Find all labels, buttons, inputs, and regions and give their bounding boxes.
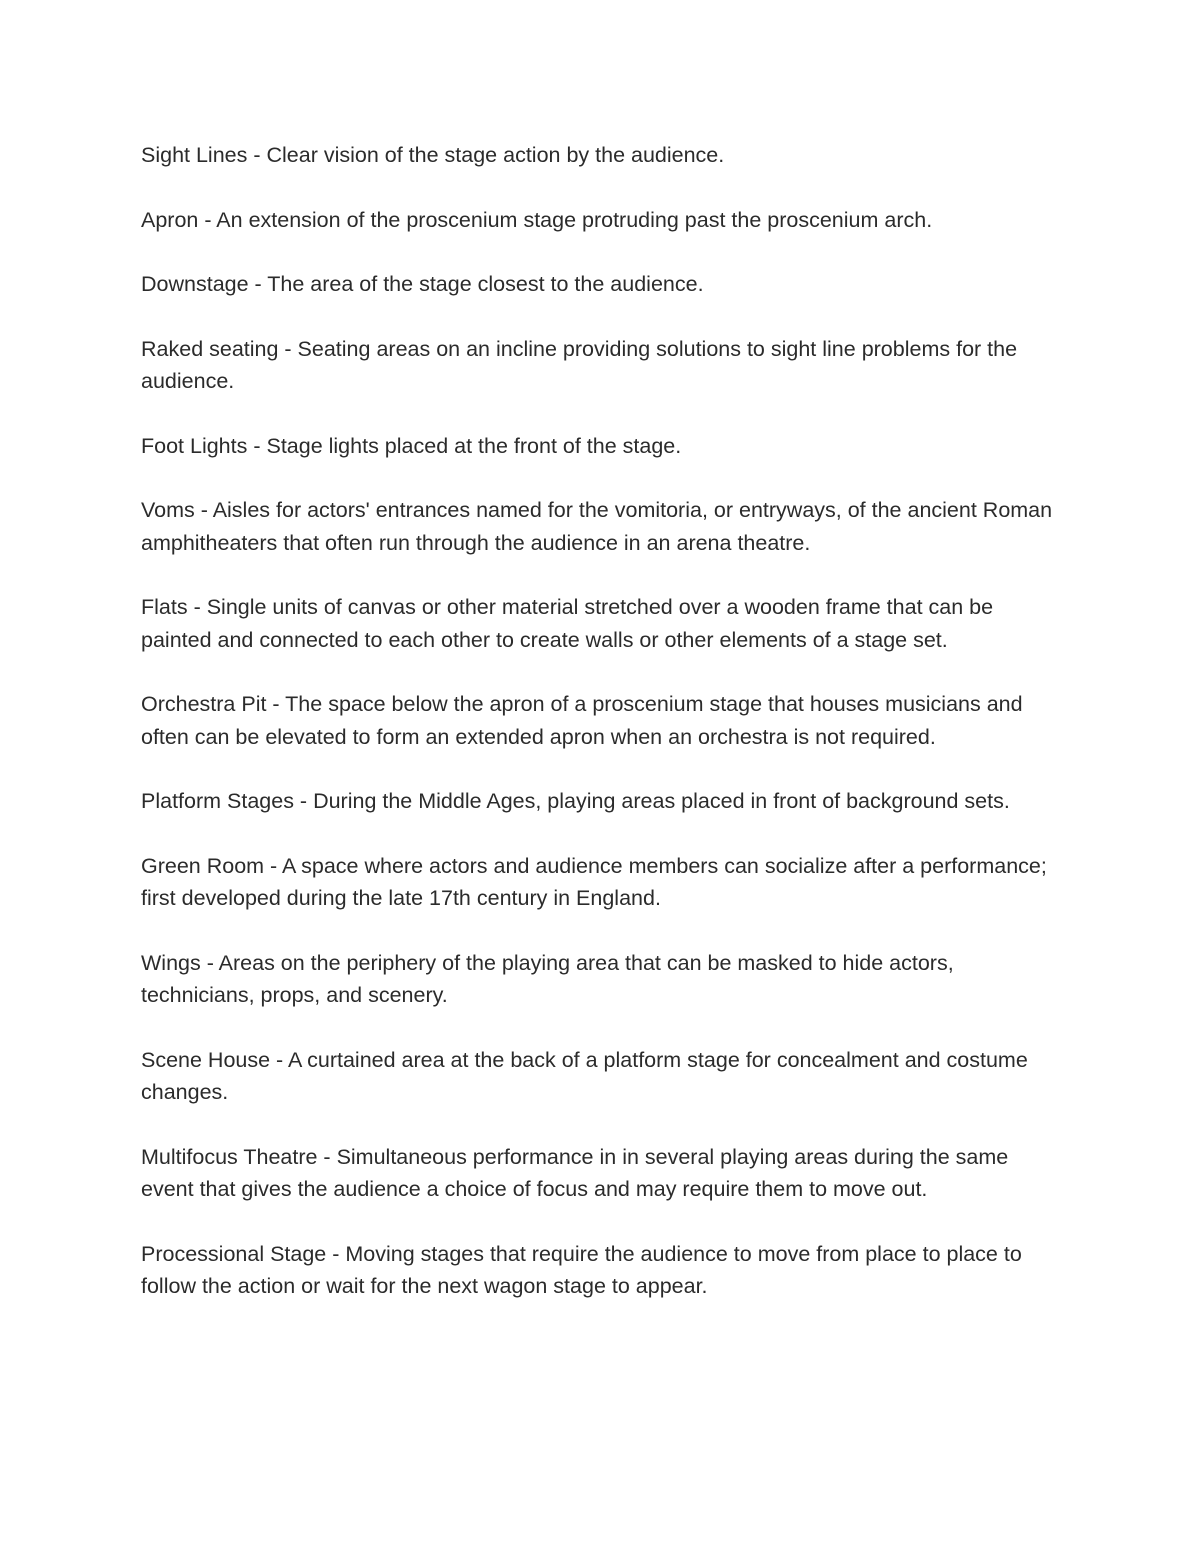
glossary-entry-voms: Voms - Aisles for actors' entrances named for the vomitoria, or entryways, of the ancient Roman amphitheaters that often run through the audience in an arena theatre. [141,498,1053,555]
glossary-entry-orchestra-pit: Orchestra Pit - The space below the apron of a proscenium stage that houses musicians and often can be elevated to form an extended apron when an orchestra is not required. [141,692,1023,749]
glossary-entry-downstage: Downstage - The area of the stage closest to the audience. [141,272,704,296]
glossary-entry-green-room: Green Room - A space where actors and audience members can socialize after a performance; first developed during the late 17th century in England. [141,853,1047,910]
glossary-entry-raked-seating: Raked seating - Seating areas on an incline providing solutions to sight line problems for the audience. [141,336,1018,393]
glossary-entry-flats: Flats - Single units of canvas or other material stretched over a wooden frame that can be painted and connected to each other to create walls or other elements of a stage set. [141,595,994,652]
glossary-list [141,139,1066,1335]
glossary-entry-foot-lights: Foot Lights - Stage lights placed at the front of the stage. [141,433,682,458]
glossary-entry-platform-stages: Platform Stages - During the Middle Ages, playing areas placed in front of background sets. [141,789,1010,813]
glossary-entry-wings: Wings - Areas on the periphery of the playing area that can be masked to hide actors, technicians, props, and scenery. [141,950,954,1007]
glossary-entry-processional-stage: Processional Stage - Moving stages that require the audience to move from place to place to follow the action or wait for the next wagon stage to appear. [141,1241,1022,1298]
glossary-entry-scene-house: Scene House - A curtained area at the back of a platform stage for concealment and costume changes. [141,1047,1028,1104]
glossary-entry-apron: Apron - An extension of the proscenium stage protruding past the proscenium arch. [141,207,933,232]
glossary-entry-multifocus-theatre: Multifocus Theatre - Simultaneous performance in in several playing areas during the same event that gives the audience a choice of focus and may require them to move out. [141,1144,1009,1201]
glossary-entry-sight-lines: Sight Lines - Clear vision of the stage action by the audience. [141,143,725,167]
